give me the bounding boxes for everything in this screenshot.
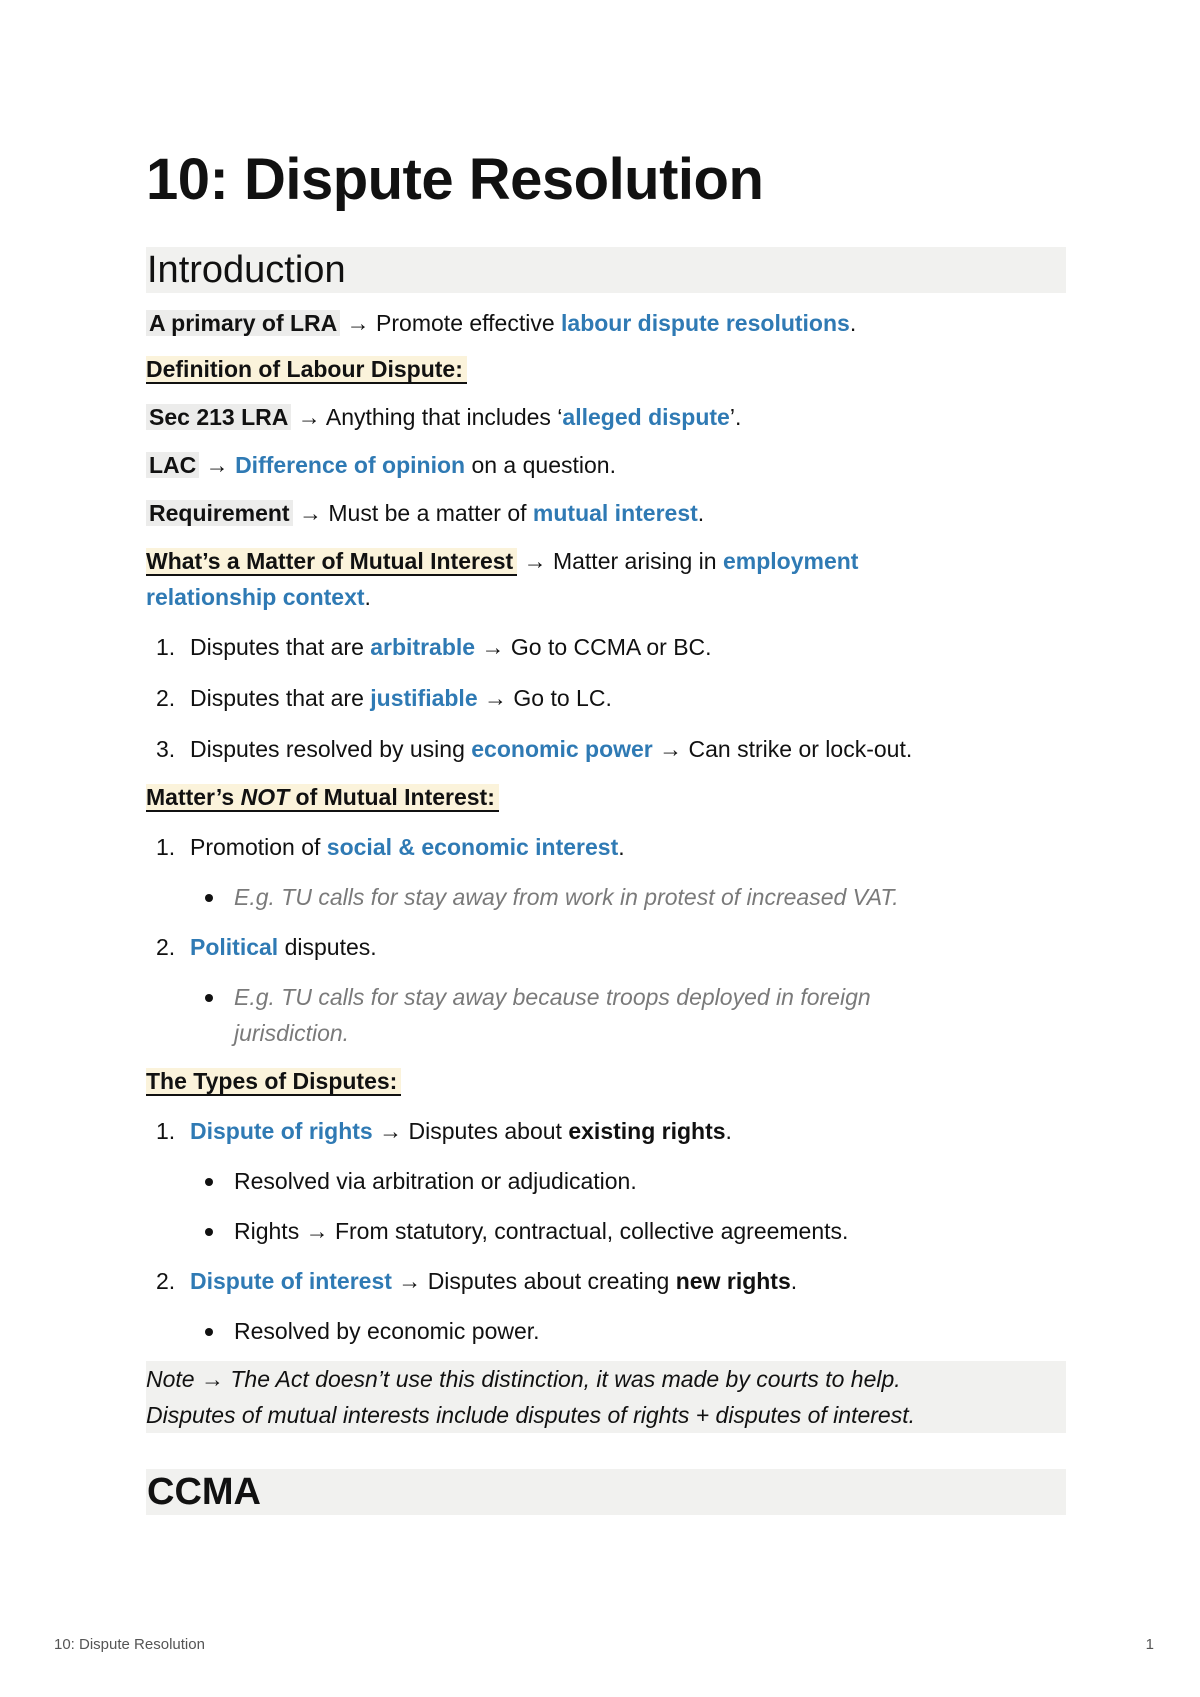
page-number: 1 bbox=[1145, 1636, 1154, 1653]
note-line-2: Disputes of mutual interests include disputes of rights + disputes of interest. bbox=[146, 1402, 915, 1428]
mutual-key-1: employment bbox=[722, 548, 859, 574]
list-number: 2. bbox=[156, 1268, 176, 1294]
list-text: Disputes resolved by using bbox=[190, 736, 472, 762]
lac-term: LAC bbox=[146, 452, 199, 478]
list-number: 2. bbox=[156, 685, 176, 711]
list-text-end: → Go to LC. bbox=[477, 685, 612, 711]
list-text-end: → Go to CCMA or BC. bbox=[475, 634, 712, 660]
mutual-key-2: relationship context bbox=[146, 584, 365, 610]
primary-key: labour dispute resolutions bbox=[561, 310, 850, 336]
list-key: economic power bbox=[471, 736, 653, 762]
bullet-text: Resolved via arbitration or adjudication. bbox=[234, 1168, 637, 1194]
bullet-item bbox=[146, 879, 1066, 915]
mutual-term: What’s a Matter of Mutual Interest bbox=[146, 548, 517, 576]
bullet-item bbox=[146, 1313, 1066, 1349]
bullet-dot bbox=[205, 894, 213, 902]
list-key: social & economic interest bbox=[326, 834, 619, 860]
footer-title: 10: Dispute Resolution bbox=[54, 1636, 205, 1653]
list-key: Political bbox=[190, 934, 279, 960]
sec213-end: ’. bbox=[729, 404, 742, 430]
mutual-interest-line bbox=[146, 543, 1066, 615]
requirement-end: . bbox=[697, 500, 705, 526]
mutual-text: → Matter arising in bbox=[517, 548, 723, 574]
bullet-dot bbox=[205, 994, 213, 1002]
list-item bbox=[146, 829, 1066, 865]
list-text-end: . bbox=[725, 1118, 732, 1144]
requirement-text: → Must be a matter of bbox=[292, 500, 533, 526]
list-text-end: . bbox=[790, 1268, 798, 1294]
bullet-text: Resolved by economic power. bbox=[234, 1318, 540, 1344]
not-mutual-b: NOT bbox=[240, 784, 290, 810]
mutual-end: . bbox=[364, 584, 371, 610]
sec213-line bbox=[146, 399, 1066, 435]
section-heading-ccma: CCMA bbox=[146, 1469, 1066, 1515]
bullet-dot bbox=[205, 1328, 213, 1336]
list-bold: existing rights bbox=[568, 1118, 726, 1144]
primary-end: . bbox=[849, 310, 857, 336]
lac-line bbox=[146, 447, 1066, 483]
list-text: → Disputes about creating bbox=[391, 1268, 676, 1294]
list-item bbox=[146, 1263, 1066, 1299]
list-text: Promotion of bbox=[190, 834, 327, 860]
bullet-dot bbox=[205, 1228, 213, 1236]
list-number: 1. bbox=[156, 634, 176, 660]
list-text-end: disputes. bbox=[278, 934, 377, 960]
sec213-key: alleged dispute bbox=[562, 404, 730, 430]
list-text: Disputes that are bbox=[190, 685, 371, 711]
definition-label: Definition of Labour Dispute: bbox=[146, 356, 467, 384]
sec213-term: Sec 213 LRA bbox=[146, 404, 291, 430]
page-title: 10: Dispute Resolution bbox=[146, 147, 764, 212]
list-text: Disputes that are bbox=[190, 634, 371, 660]
requirement-line bbox=[146, 495, 1066, 531]
list-bold: new rights bbox=[675, 1268, 791, 1294]
list-text: → Disputes about bbox=[372, 1118, 569, 1144]
primary-text: → Promote effective bbox=[340, 310, 562, 336]
list-item bbox=[146, 629, 1066, 665]
definition-line bbox=[146, 351, 1066, 387]
list-number: 1. bbox=[156, 834, 176, 860]
not-mutual-c: of Mutual Interest: bbox=[289, 784, 495, 810]
bullet-text: Rights → From statutory, contractual, collective agreements. bbox=[234, 1218, 849, 1244]
primary-term: A primary of LRA bbox=[146, 310, 340, 336]
list-key: Dispute of rights bbox=[190, 1118, 373, 1144]
list-key: justifiable bbox=[370, 685, 478, 711]
lac-key: Difference of opinion bbox=[235, 452, 466, 478]
section-heading-introduction: Introduction bbox=[146, 247, 1066, 293]
types-line bbox=[146, 1063, 1066, 1099]
list-item bbox=[146, 929, 1066, 965]
lac-end: on a question. bbox=[465, 452, 616, 478]
bullet-item bbox=[146, 1213, 1066, 1249]
document-page bbox=[146, 140, 1066, 1515]
types-label: The Types of Disputes: bbox=[146, 1068, 401, 1096]
bullet-item bbox=[146, 979, 1066, 1051]
example-text-cont: jurisdiction. bbox=[234, 1020, 350, 1046]
bullet-dot bbox=[205, 1178, 213, 1186]
requirement-term: Requirement bbox=[146, 500, 293, 526]
list-text-end: → Can strike or lock-out. bbox=[652, 736, 913, 762]
note-callout bbox=[146, 1361, 1066, 1433]
example-text: E.g. TU calls for stay away from work in protest of increased VAT. bbox=[234, 884, 899, 910]
list-key: arbitrable bbox=[370, 634, 476, 660]
bullet-item bbox=[146, 1163, 1066, 1199]
lac-text: → bbox=[199, 452, 236, 478]
not-mutual-a: Matter’s bbox=[146, 784, 241, 810]
note-line-1: Note → The Act doesn’t use this distinction, it was made by courts to help. bbox=[146, 1366, 901, 1392]
list-number: 3. bbox=[156, 736, 176, 762]
list-item bbox=[146, 1113, 1066, 1149]
primary-line bbox=[146, 305, 1066, 341]
requirement-key: mutual interest bbox=[532, 500, 698, 526]
list-text-end: . bbox=[618, 834, 625, 860]
list-number: 2. bbox=[156, 934, 176, 960]
not-mutual-line bbox=[146, 779, 1066, 815]
not-mutual-label bbox=[146, 784, 499, 812]
sec213-text: → Anything that includes ‘ bbox=[291, 404, 563, 430]
example-text: E.g. TU calls for stay away because troops deployed in foreign bbox=[234, 984, 871, 1010]
list-key: Dispute of interest bbox=[190, 1268, 392, 1294]
list-item bbox=[146, 731, 1066, 767]
list-number: 1. bbox=[156, 1118, 176, 1144]
list-item bbox=[146, 680, 1066, 716]
